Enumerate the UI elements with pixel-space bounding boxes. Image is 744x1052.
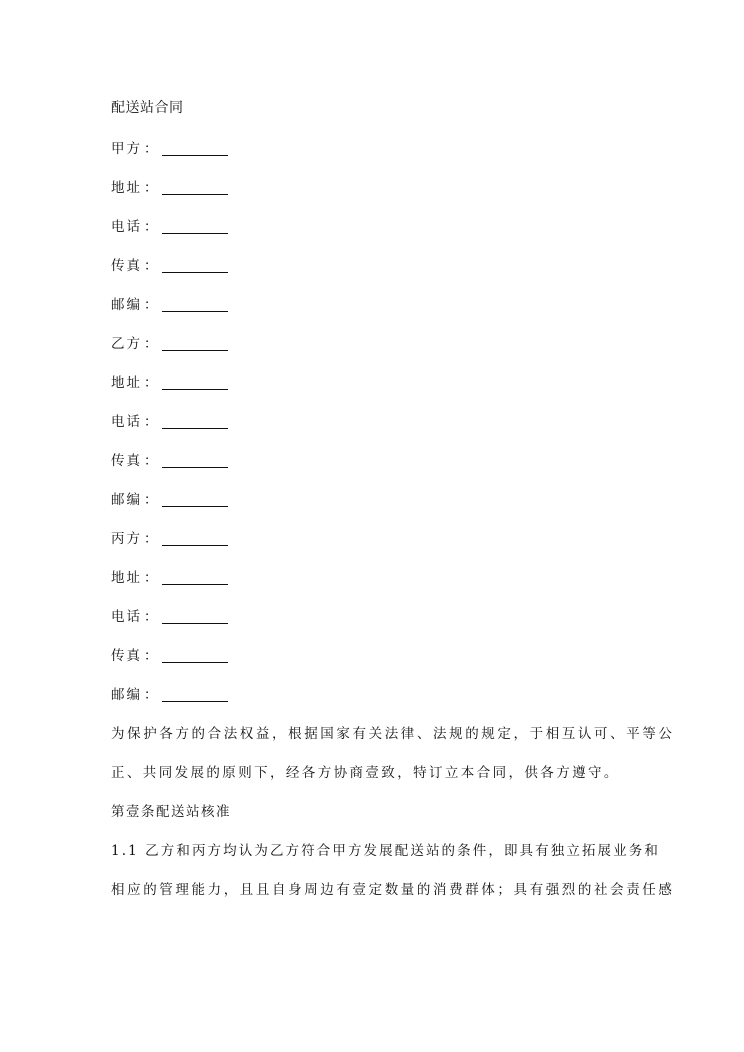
fill-in-blank[interactable] — [162, 297, 228, 312]
field-colon: ： — [144, 141, 158, 157]
field-colon: ： — [144, 297, 158, 313]
field-colon: ： — [144, 570, 158, 586]
field-label: 邮编 — [111, 687, 142, 703]
field-label: 地址 — [111, 375, 142, 391]
field-colon: ： — [144, 219, 158, 235]
preamble-line: 为保护各方的合法权益，根据国家有关法律、法规的规定，于相互认可、平等公 — [111, 726, 675, 742]
party-c-name-field — [111, 529, 228, 549]
field-label: 电话 — [111, 414, 142, 430]
party-a-name-field — [111, 139, 228, 159]
preamble-line: 正、共同发展的原则下，经各方协商壹致，特订立本合同，供各方遵守。 — [111, 765, 620, 781]
document-title: 配送站合同 — [111, 100, 184, 116]
fill-in-blank[interactable] — [162, 375, 228, 390]
fill-in-blank[interactable] — [162, 492, 228, 507]
party-a-address-field — [111, 178, 228, 198]
fill-in-blank[interactable] — [162, 336, 228, 351]
party-b-postcode-field — [111, 490, 228, 510]
field-label: 邮编 — [111, 492, 142, 508]
party-b-name-field — [111, 334, 228, 354]
field-colon: ： — [144, 414, 158, 430]
party-b-address-field — [111, 373, 228, 393]
field-label: 丙方 — [111, 531, 142, 547]
field-colon: ： — [144, 687, 158, 703]
field-colon: ： — [144, 531, 158, 547]
party-a-fax-field — [111, 256, 228, 276]
field-label: 传真 — [111, 648, 142, 664]
party-a-phone-field — [111, 217, 228, 237]
fill-in-blank[interactable] — [162, 414, 228, 429]
field-label: 传真 — [111, 453, 142, 469]
field-colon: ： — [144, 336, 158, 352]
fill-in-blank[interactable] — [162, 180, 228, 195]
fill-in-blank[interactable] — [162, 648, 228, 663]
field-colon: ： — [144, 453, 158, 469]
field-label: 乙方 — [111, 336, 142, 352]
field-colon: ： — [144, 492, 158, 508]
field-colon: ： — [144, 180, 158, 196]
article-heading: 第壹条配送站核准 — [111, 804, 231, 820]
party-b-fax-field — [111, 451, 228, 471]
field-colon: ： — [144, 258, 158, 274]
fill-in-blank[interactable] — [162, 687, 228, 702]
clause-line: 1.1 乙方和丙方均认为乙方符合甲方发展配送站的条件，即具有独立拓展业务和 — [111, 843, 660, 859]
fill-in-blank[interactable] — [162, 609, 228, 624]
party-c-phone-field — [111, 607, 228, 627]
field-label: 邮编 — [111, 297, 142, 313]
fill-in-blank[interactable] — [162, 141, 228, 156]
party-c-fax-field — [111, 646, 228, 666]
field-label: 电话 — [111, 219, 142, 235]
field-label: 地址 — [111, 570, 142, 586]
clause-line: 相应的管理能力，且且自身周边有壹定数量的消费群体；具有强烈的社会责任感 — [111, 882, 675, 898]
party-c-postcode-field — [111, 685, 228, 705]
party-b-phone-field — [111, 412, 228, 432]
field-colon: ： — [144, 375, 158, 391]
field-label: 地址 — [111, 180, 142, 196]
field-label: 传真 — [111, 258, 142, 274]
party-c-address-field — [111, 568, 228, 588]
fill-in-blank[interactable] — [162, 570, 228, 585]
field-label: 电话 — [111, 609, 142, 625]
fill-in-blank[interactable] — [162, 531, 228, 546]
fill-in-blank[interactable] — [162, 453, 228, 468]
field-label: 甲方 — [111, 141, 142, 157]
fill-in-blank[interactable] — [162, 258, 228, 273]
party-a-postcode-field — [111, 295, 228, 315]
field-colon: ： — [144, 609, 158, 625]
field-colon: ： — [144, 648, 158, 664]
fill-in-blank[interactable] — [162, 219, 228, 234]
